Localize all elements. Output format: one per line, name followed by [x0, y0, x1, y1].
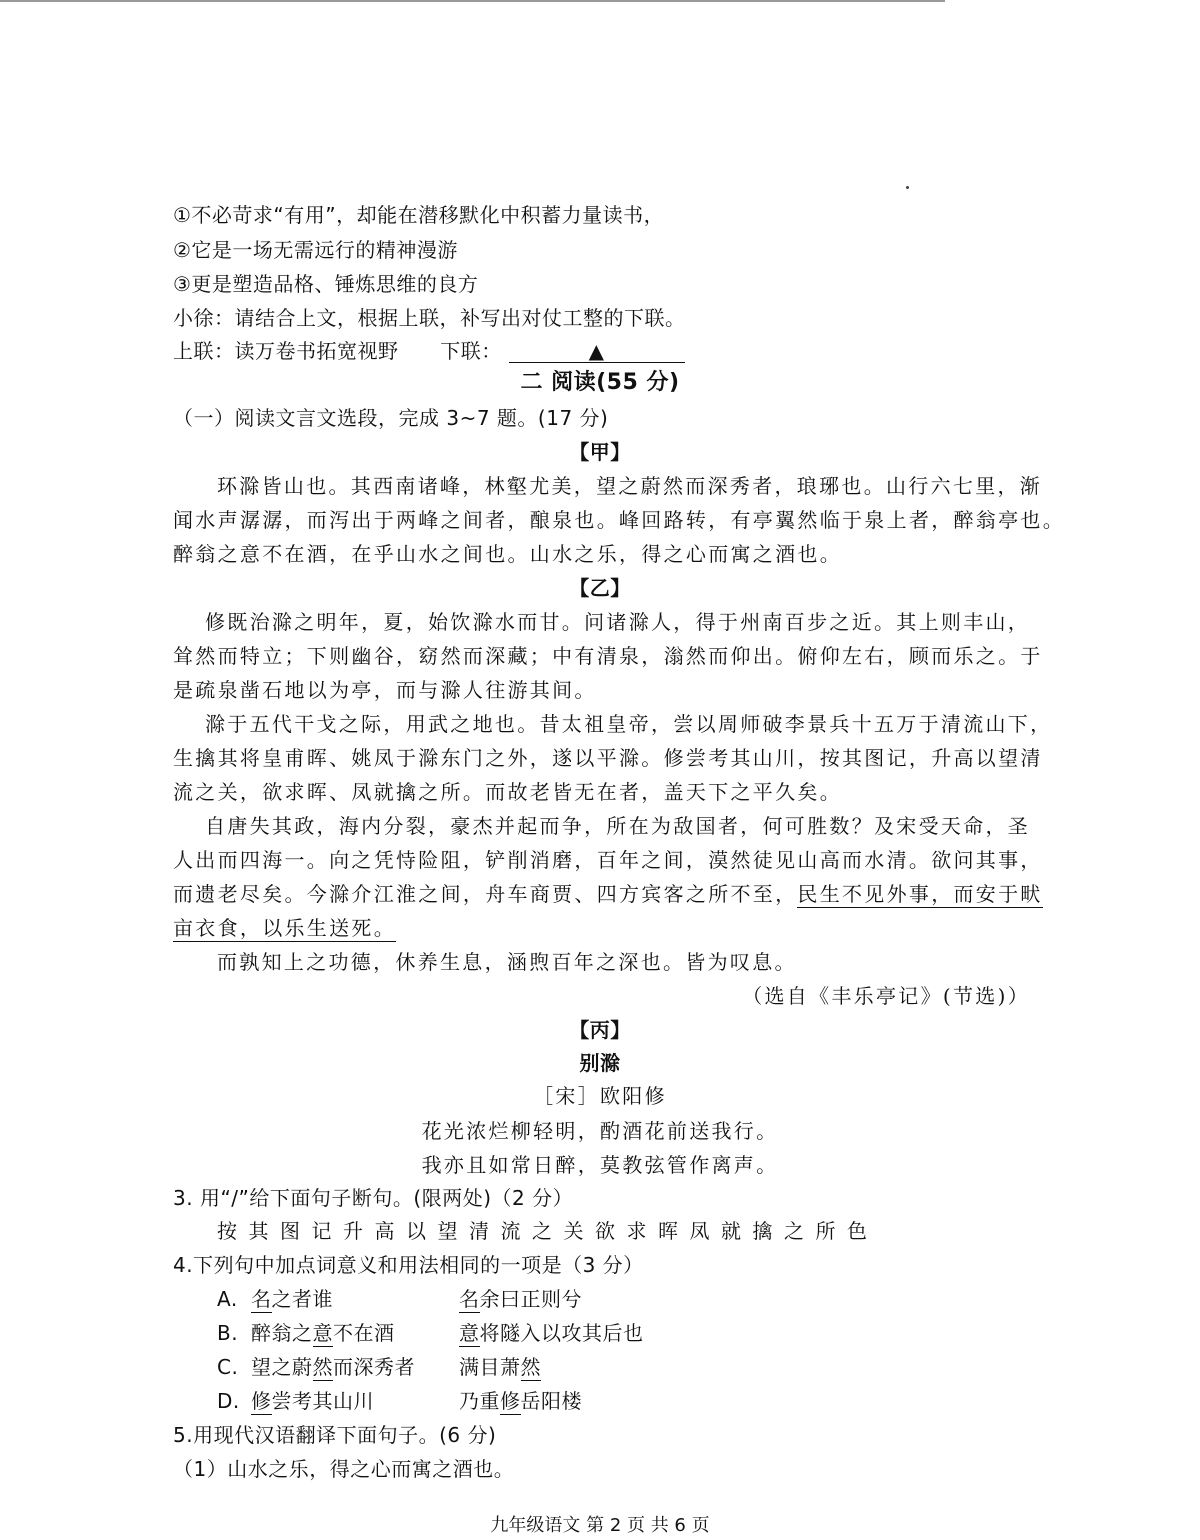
poem-title: 别滁 — [579, 1051, 621, 1075]
underlined-sentence-part-1: 民生不见外事，而安于畎 — [797, 882, 1043, 906]
yi-p3-line-2: 人出而四海一。向之凭恃险阻，铲削消磨，百年之间，漠然徒见山高而水清。欲问其事， — [173, 848, 1043, 872]
yi-p2-line-1: 滁于五代干戈之际，用武之地也。昔太祖皇帝，尝以周师破李景兵十五万于清流山下， — [205, 712, 1053, 736]
yi-p1-line-1: 修既治滁之明年，夏，始饮滁水而甘。问诸滁人，得于州南百步之近。其上则丰山， — [205, 610, 1031, 634]
jia-line-2: 闻水声潺潺，而泻出于两峰之间者，酿泉也。峰回路转，有亭翼然临于泉上者，醉翁亭也。 — [173, 508, 1065, 532]
jia-label: 【甲】 — [569, 440, 631, 464]
q4-stem: 4.下列句中加点词意义和用法相同的一项是（3 分） — [173, 1253, 644, 1277]
q5-stem: 5.用现代汉语翻译下面句子。(6 分) — [173, 1423, 497, 1447]
dotted-word: 名 — [251, 1287, 272, 1311]
poem-author: ［宋］欧阳修 — [533, 1084, 667, 1108]
dotted-word: 然 — [520, 1355, 541, 1379]
dotted-word: 修 — [500, 1389, 521, 1413]
yi-p2-line-2: 生擒其将皇甫晖、姚凤于滁东门之外，遂以平滁。修尝考其山川，按其图记，升高以望清 — [173, 746, 1043, 770]
option-3: ③更是塑造品格、锤炼思维的良方 — [173, 272, 479, 296]
dotted-word: 然 — [312, 1355, 333, 1379]
yi-p4-line-1: 而孰知上之功德，休养生息，涵煦百年之深也。皆为叹息。 — [217, 950, 797, 974]
dotted-word: 名 — [459, 1287, 480, 1311]
scan-speck — [906, 186, 909, 189]
yi-p3-line-3-text: 而遗老尽矣。今滁介江淮之间，舟车商贾、四方宾客之所不至， — [173, 882, 798, 906]
q4-option-d[interactable]: D. 修尝考其山川 乃重修岳阳楼 — [217, 1389, 582, 1413]
underlined-sentence-part-2: 亩衣食，以乐生送死。 — [173, 916, 396, 940]
dotted-word: 意 — [459, 1321, 480, 1345]
page-footer: 九年级语文 第 2 页 共 6 页 — [490, 1515, 710, 1536]
section-title: 二 阅读(55 分) — [520, 370, 680, 395]
jia-line-3: 醉翁之意不在酒，在乎山水之间也。山水之乐，得之心而寓之酒也。 — [173, 542, 842, 566]
yi-label: 【乙】 — [569, 576, 631, 600]
yi-p1-line-3: 是疏泉凿石地以为亭，而与滁人往游其间。 — [173, 678, 597, 702]
lower-couplet-label: 下联： — [440, 339, 502, 363]
dotted-word: 意 — [312, 1321, 333, 1345]
poem-line-1: 花光浓烂柳轻明，酌酒花前送我行。 — [421, 1119, 779, 1143]
option-2: ②它是一场无需远行的精神漫游 — [173, 238, 458, 262]
q4-option-c[interactable]: C. 望之蔚然而深秀者 满目萧然 — [217, 1355, 541, 1379]
upper-couplet: 上联：读万卷书拓宽视野 — [173, 339, 399, 363]
q4-option-a[interactable]: A. 名之者谁 名余曰正则兮 — [217, 1287, 582, 1311]
bing-label: 【丙】 — [569, 1018, 631, 1042]
yi-source: （选自《丰乐亭记》(节选)） — [742, 984, 1030, 1008]
poem-line-2: 我亦且如常日醉，莫教弦管作离声。 — [421, 1153, 779, 1177]
dotted-word: 修 — [251, 1389, 272, 1413]
q4-option-b[interactable]: B. 醉翁之意不在酒 意将隧入以攻其后也 — [217, 1321, 644, 1345]
yi-p3-line-4 — [173, 915, 396, 941]
couplet-prompt: 小徐：请结合上文，根据上联，补写出对仗工整的下联。 — [173, 306, 686, 330]
q3-sentence[interactable]: 按其图记升高以望清流之关欲求晖凤就擒之所色 — [217, 1219, 879, 1243]
q3-stem: 3. 用“/”给下面句子断句。(限两处)（2 分） — [173, 1186, 574, 1210]
jia-line-1: 环滁皆山也。其西南诸峰，林壑尤美，望之蔚然而深秀者，琅琊也。山行六七里，渐 — [217, 474, 1043, 498]
couplet-line — [173, 338, 685, 364]
scan-top-border — [0, 0, 945, 2]
option-1: ①不必苛求“有用”，却能在潜移默化中积蓄力量读书， — [173, 203, 665, 227]
answer-blank[interactable] — [509, 340, 685, 363]
yi-p1-line-2: 耸然而特立；下则幽谷，窈然而深藏；中有清泉，滃然而仰出。俯仰左右，顾而乐之。于 — [173, 644, 1043, 668]
q5-sentence-1: （1）山水之乐，得之心而寓之酒也。 — [173, 1457, 515, 1481]
triangle-marker-icon: ▲ — [588, 339, 605, 363]
yi-p3-line-3 — [173, 881, 1043, 907]
yi-p2-line-3: 流之关，欲求晖、凤就擒之所。而故老皆无在者，盖天下之平久矣。 — [173, 780, 842, 804]
yi-p3-line-1: 自唐失其政，海内分裂，豪杰并起而争，所在为敌国者，何可胜数？及宋受天命，圣 — [205, 814, 1031, 838]
section-intro: （一）阅读文言文选段，完成 3~7 题。(17 分) — [173, 406, 609, 430]
